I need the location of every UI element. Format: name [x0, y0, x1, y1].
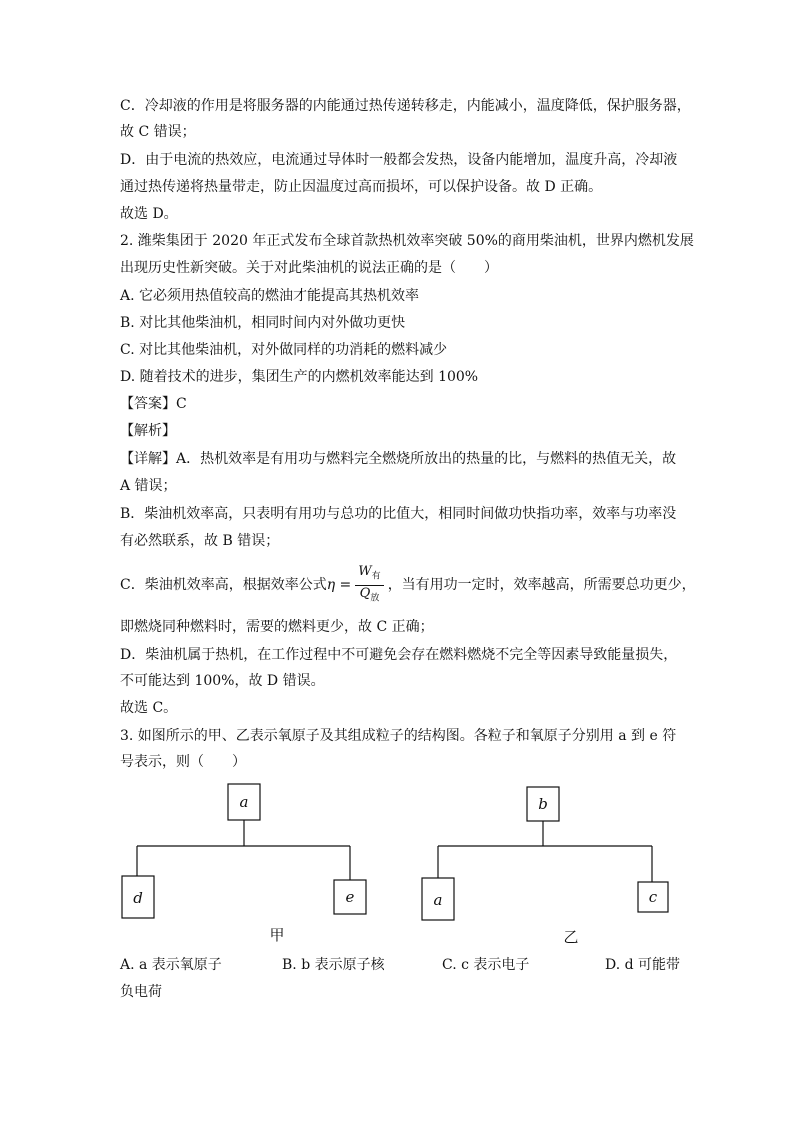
label-yi-right: c	[648, 888, 658, 906]
q3-option-d: D. d 可能带	[605, 957, 681, 973]
text-line: 有必然联系，故 B 错误；	[120, 533, 280, 549]
text-line: 不可能达到 100%，故 D 错误。	[120, 673, 325, 689]
text-line: 故选 D。	[120, 206, 178, 222]
question-3-stem: 3. 如图所示的甲、乙表示氧原子及其组成粒子的结构图。各粒子和氧原子分别用 a 到 e 符	[120, 728, 677, 744]
text-line: 故 C 错误；	[120, 124, 196, 140]
label-yi-left: a	[433, 891, 443, 909]
text-line: 故选 C。	[120, 700, 178, 716]
label-yi-top: b	[538, 795, 548, 813]
text-line: D．柴油机属于热机，在工作过程中不可避免会存在燃料燃烧不完全等因素导致能量损失，	[120, 647, 678, 663]
answer-tag: 【答案】	[120, 396, 176, 412]
diagram-jia	[122, 784, 366, 918]
answer-line	[120, 394, 187, 414]
denominator-subscript: 放	[370, 593, 380, 604]
answer-value: C	[176, 396, 187, 412]
label-jia-right: e	[345, 888, 355, 906]
q3-option-d-continued: 负电荷	[120, 984, 162, 1000]
option-b: B. 对比其他柴油机，相同时间内对外做功更快	[120, 315, 406, 331]
option-a: A. 它必须用热值较高的燃油才能提高其热机效率	[120, 288, 420, 304]
q3-option-c: C. c 表示电子	[442, 957, 530, 973]
box-yi-right	[638, 882, 668, 912]
efficiency-fraction	[355, 564, 383, 606]
box-yi-top	[527, 787, 559, 821]
text-line: A 错误；	[120, 478, 177, 494]
box-jia-right	[334, 880, 366, 914]
question-2-stem: 2. 潍柴集团于 2020 年正式发布全球首款热机效率突破 50%的商用柴油机，世界内燃机发展	[120, 233, 694, 249]
diagram-yi	[422, 787, 668, 920]
formula-lead-text: C．柴油机效率高，根据效率公式	[120, 577, 327, 594]
text-line: D．由于电流的热效应，电流通过导体时一般都会发热，设备内能增加，温度升高，冷却液	[120, 152, 678, 168]
fraction-numerator: W	[358, 564, 372, 579]
option-c: C. 对比其他柴油机，对外做同样的功消耗的燃料减少	[120, 342, 448, 358]
option-d: D. 随着技术的进步，集团生产的内燃机效率能达到 100%	[120, 369, 479, 385]
formula-line	[120, 564, 696, 606]
numerator-subscript: 有	[371, 571, 381, 582]
caption-yi: 乙	[563, 928, 579, 946]
label-jia-top: a	[239, 793, 249, 811]
text-line: C．冷却液的作用是将服务器的内能通过热传递转移走，内能减小，温度降低，保护服务器，	[120, 98, 691, 114]
q3-option-a: A. a 表示氧原子	[120, 957, 222, 973]
text-line: 即燃烧同种燃料时，需要的燃料更少，故 C 正确；	[120, 619, 434, 635]
formula-trail-text: ，当有用功一定时，效率越高，所需要总功更少，	[387, 577, 696, 594]
text-line: 通过热传递将热量带走，防止因温度过高而损坏，可以保护设备。故 D 正确。	[120, 179, 603, 195]
fraction-denominator: Q	[359, 585, 371, 601]
caption-jia: 甲	[269, 926, 285, 944]
text-line: 出现历史性新突破。关于对此柴油机的说法正确的是（ ）	[120, 260, 498, 276]
box-yi-left	[422, 878, 454, 920]
box-jia-left	[122, 876, 154, 918]
analysis-tag: 【解析】	[120, 423, 176, 439]
detail-line	[120, 449, 676, 469]
box-jia-top	[228, 784, 260, 820]
eta-symbol: η =	[326, 577, 352, 594]
text-line: 号表示，则（ ）	[120, 754, 246, 770]
detail-text: A．热机效率是有用功与燃料完全燃烧所放出的热量的比，与燃料的热值无关，故	[176, 451, 677, 467]
label-jia-left: d	[133, 889, 143, 907]
detail-tag: 【详解】	[120, 451, 176, 467]
text-line: B．柴油机效率高，只表明有用功与总功的比值大，相同时间做功快指功率，效率与功率没	[120, 506, 677, 522]
q3-option-b: B. b 表示原子核	[282, 957, 385, 973]
